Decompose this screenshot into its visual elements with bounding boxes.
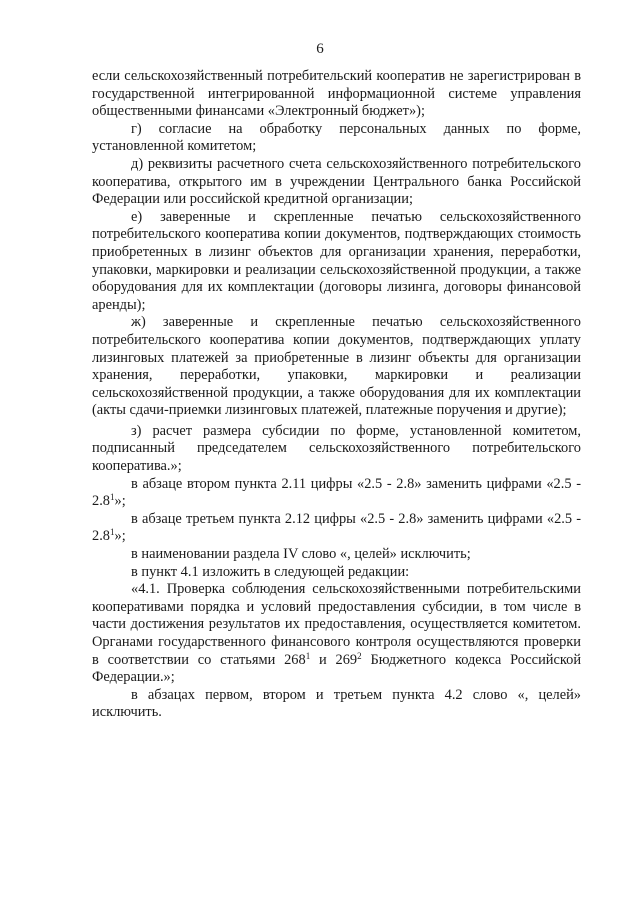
superscript: 2 [357,650,362,661]
amend-2-12-end: »; [114,528,126,545]
paragraph-item-z: з) расчет размера субсидии по форме, установленной комитетом, подписанный председателем сельскохозяйственного потребительского кооператива.»; [92,422,581,475]
paragraph-amend-2-12 [92,511,581,546]
paragraph-continuation: если сельскохозяйственный потребительский кооператив не зарегистрирован в государственной интегрированной информационной системе управления общественными финансами «Электронный бюджет»); [92,68,581,120]
paragraph-amend-section-iv: в наименовании раздела IV слово «, целей» исключить; [131,546,471,563]
paragraph-item-e: е) заверенные и скрепленные печатью сельскохозяйственного потребительского кооператива копии документов, подтверждающих стоимость приобретенных в лизинг объектов для организации хранения, переработки, упаковки, маркировки и реализации сельскохозяйственной продукции, а также оборудования для их комплектации (договоры лизинга, договоры финансовой аренды); [92,208,581,313]
new-4-1-conj: и 269 [310,651,358,668]
amend-2-12-text: в абзаце третьем пункта 2.12 цифры «2.5 - 2.8» заменить цифрами «2.5 - 2.8 [92,510,581,545]
amend-2-11-text: в абзаце втором пункта 2.11 цифры «2.5 - 2.8» заменить цифрами «2.5 - 2.8 [92,475,581,510]
new-4-1-text: «4.1. Проверка соблюдения сельскохозяйственными потребительскими кооперативами порядка и условий предоставления субсидии, в том числе в части достижения результатов их предоставления, осуществляется комитетом. Органами государственного финансового контроля осуществляются проверки в соответствии со статьями 268 [92,581,581,668]
superscript: 1 [305,650,311,661]
superscript: 1 [110,492,115,503]
paragraph-item-d: д) реквизиты расчетного счета сельскохозяйственного потребительского кооператива, открытого им в учреждении Центрального банка Российской Федерации или российской кредитной организации; [92,155,581,208]
paragraph-amend-2-11 [92,476,581,511]
superscript: 1 [110,527,115,538]
paragraph-new-4-1 [92,581,581,687]
new-4-1-end: Бюджетного кодекса Российской Федерации.»; [92,651,582,686]
page-number: 6 [316,41,324,57]
paragraph-amend-4-2: в абзацах первом, втором и третьем пункта 4.2 слово «, целей» исключить. [92,686,581,721]
amend-2-11-end: »; [114,493,126,510]
document-body [92,68,581,722]
paragraph-item-g: г) согласие на обработку персональных данных по форме, установленной комитетом; [92,120,581,155]
paragraph-amend-4-1-intro: в пункт 4.1 изложить в следующей редакции: [131,563,410,580]
paragraph-item-zh: ж) заверенные и скрепленные печатью сельскохозяйственного потребительского кооператива копии документов, подтверждающих уплату лизинговых платежей за приобретенные в лизинг объекты для организации хранения, переработки, упаковки, маркировки и реализации сельскохозяйственной продукции, а также оборудования для их комплектации (акты сдачи-приемки лизинговых платежей, платежные поручения и другие); [92,314,581,419]
